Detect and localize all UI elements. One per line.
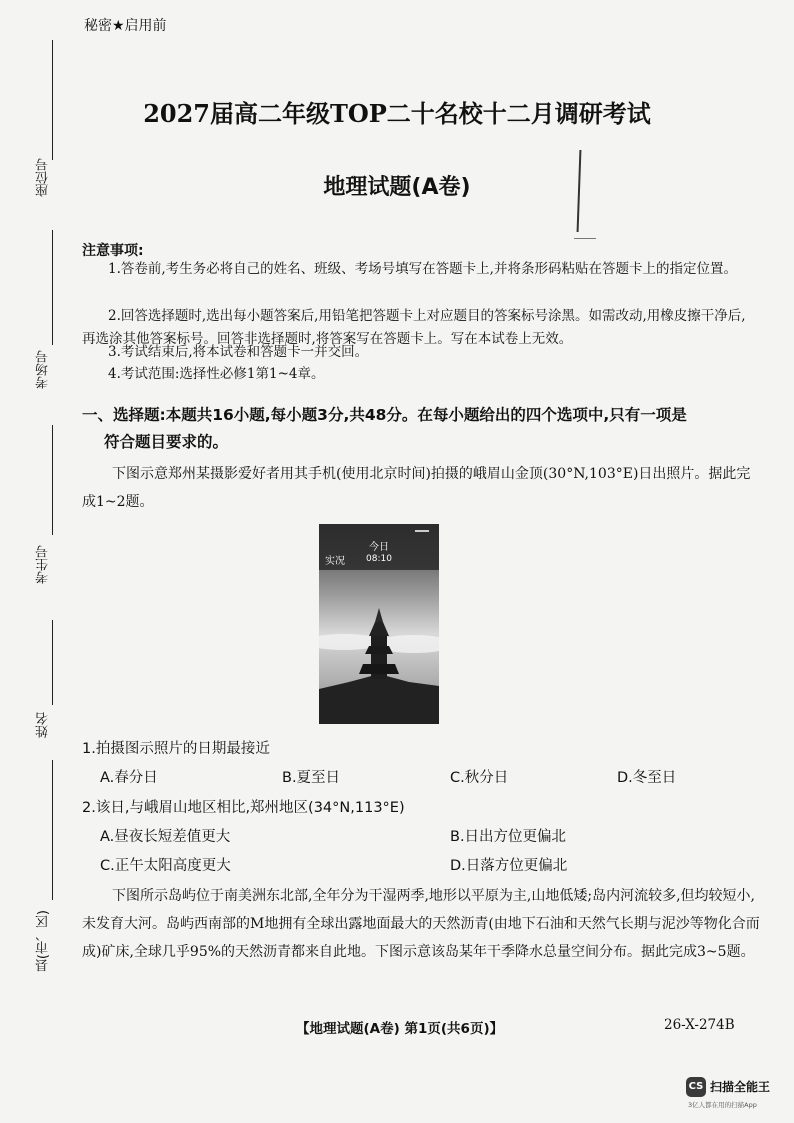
paper-subtitle: 地理试题(A卷) [323, 175, 471, 200]
confidential-stamp: 秘密★启用前 [84, 18, 167, 34]
paper-code: 26-X-274B [664, 1017, 735, 1033]
margin-line-2 [52, 230, 53, 345]
notice-item-3: 3.考试结束后,将本试卷和答题卡一并交回。 [108, 344, 369, 360]
q2-option-a[interactable]: A.昼夜长短差值更大 [100, 829, 231, 845]
margin-line-3 [52, 425, 53, 535]
margin-line-5 [52, 760, 53, 900]
section-heading-line2: 符合题目要求的。 [104, 433, 229, 451]
sunrise-photo [319, 524, 439, 724]
live-photo-label: 实况 [325, 556, 345, 567]
photo-day-label: 今日 [369, 542, 389, 553]
camscanner-tagline: 3亿人都在用的扫描App [688, 1101, 757, 1109]
photo-time-label: 08:10 [366, 554, 392, 564]
q1-option-d[interactable]: D.冬至日 [617, 770, 677, 786]
q1-option-b[interactable]: B.夏至日 [282, 770, 341, 786]
q2-option-c[interactable]: C.正午太阳高度更大 [100, 858, 231, 874]
island-passage: 下图所示岛屿位于南美洲东北部,全年分为干湿两季,地形以平原为主,山地低矮;岛内河流较多,但均较短小,未发育大河。岛屿西南部的M地拥有全球出露地面最大的天然沥青(由地下石油和天然气长期与泥沙等物化合而成)矿床,全球几乎95%的天然沥青都来自此地。下图示意该岛某年干季降水总量空间分布。据此完成3~5题。 [82, 888, 760, 960]
pen-mark-tail [574, 238, 596, 239]
question-1-stem: 1.拍摄图示照片的日期最接近 [82, 741, 270, 757]
q1-option-a[interactable]: A.春分日 [100, 770, 158, 786]
candidate-number-label: 考生号 [36, 545, 51, 584]
exam-room-label: 考场号 [36, 350, 51, 389]
question-2-stem: 2.该日,与峨眉山地区相比,郑州地区(34°N,113°E) [82, 800, 405, 816]
camscanner-logo-icon: CS [686, 1077, 706, 1097]
notice-item-4: 4.考试范围:选择性必修1第1~4章。 [108, 366, 325, 382]
question-intro: 下图示意郑州某摄影爱好者用其手机(使用北京时间)拍摄的峨眉山金顶(30°N,103°E)日出照片。据此完成1~2题。 [82, 466, 751, 510]
notice-item-1: 1.答卷前,考生务必将自己的姓名、班级、考场号填写在答题卡上,并将条形码粘贴在答题卡上的指定位置。 [108, 261, 737, 277]
camscanner-name: 扫描全能王 [710, 1080, 771, 1094]
signal-icon [415, 530, 429, 537]
section-heading [82, 402, 762, 456]
name-label: 姓名 [36, 712, 51, 738]
section-heading-line1: 一、选择题:本题共16小题,每小题3分,共48分。在每小题给出的四个选项中,只有一项是 [82, 406, 687, 424]
page-footer: 【地理试题(A卷) 第1页(共6页)】 [296, 1021, 504, 1037]
q2-option-d[interactable]: D.日落方位更偏北 [450, 858, 568, 874]
notice-heading: 注意事项: [82, 243, 144, 259]
exam-title: 2027届高二年级TOP二十名校十二月调研考试 [143, 99, 651, 128]
margin-line-4 [52, 620, 53, 705]
seat-number-label: 座位号 [36, 158, 51, 197]
notice-item-2: 2.回答选择题时,选出每小题答案后,用铅笔把答题卡上对应题目的答案标号涂黑。如需改动,用橡皮擦干净后,再选涂其他答案标号。回答非选择题时,将答案写在答题卡上。写在本试卷上无效。 [82, 308, 746, 347]
q2-option-b[interactable]: B.日出方位更偏北 [450, 829, 567, 845]
q1-option-c[interactable]: C.秋分日 [450, 770, 509, 786]
county-label: 县(市、区) [36, 910, 51, 973]
